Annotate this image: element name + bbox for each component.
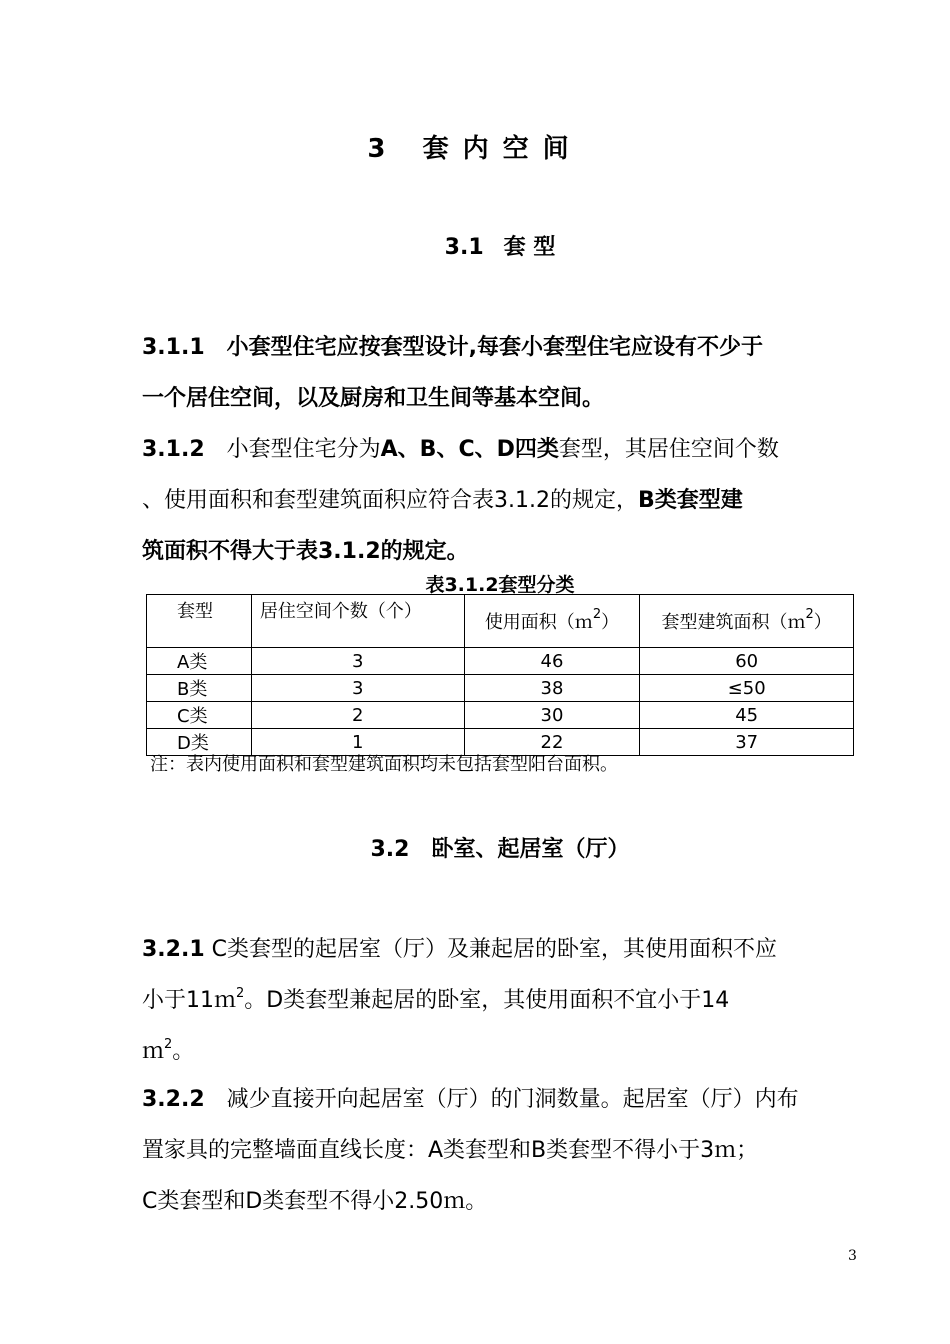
clause-text: 小于11ｍ xyxy=(142,988,236,1013)
chapter-title: 3 套内空间 xyxy=(367,134,583,164)
cell-rooms: 2 xyxy=(251,702,464,729)
cell-type: B类 xyxy=(147,675,252,702)
clause-number: 3.2.2 xyxy=(142,1087,205,1112)
unit-type-table xyxy=(146,594,854,756)
section-number: 3.2 xyxy=(370,837,410,862)
table-caption: 表3.1.2套型分类 xyxy=(425,574,575,596)
clause-text: 减少直接开向起居室（厅）的门洞数量。起居室（厅）内布 xyxy=(226,1087,799,1112)
clause-text: 、使用面积和套型建筑面积应符合表3.1.2的规定， xyxy=(142,488,638,513)
table-row xyxy=(147,702,854,729)
clause-text: 置家具的完整墙面直线长度：A类套型和B类套型不得小于3ｍ； xyxy=(142,1138,759,1163)
clause-text: 。 xyxy=(172,1039,195,1064)
cell-type: D类 xyxy=(147,729,252,756)
cell-use-area: 46 xyxy=(464,648,640,675)
clause-text: 小套型住宅应按套型设计,每套小套型住宅应设有不少于 xyxy=(226,335,763,360)
cell-rooms: 3 xyxy=(251,675,464,702)
clause-3-1-2 xyxy=(142,424,862,577)
cell-rooms: 1 xyxy=(251,729,464,756)
clause-text: C类套型和D类套型不得小2.50ｍ。 xyxy=(142,1189,488,1214)
clause-3-2-1 xyxy=(142,924,862,1077)
cell-building-area: 45 xyxy=(640,702,854,729)
superscript: 2 xyxy=(236,986,245,1001)
section-number: 3.1 xyxy=(444,235,484,260)
table-note: 注：表内使用面积和套型建筑面积均未包括套型阳台面积。 xyxy=(150,754,618,775)
section-title: 卧室、起居室（厅） xyxy=(431,837,630,862)
cell-building-area: 37 xyxy=(640,729,854,756)
clause-text: 筑面积不得大于表3.1.2的规定。 xyxy=(142,539,469,564)
clause-text: 一个居住空间，以及厨房和卫生间等基本空间。 xyxy=(142,386,605,411)
section-3-1-heading xyxy=(0,230,950,261)
cell-use-area: 22 xyxy=(464,729,640,756)
clause-text: 套型，其居住空间个数 xyxy=(558,437,779,462)
cell-use-area: 38 xyxy=(464,675,640,702)
clause-number: 3.1.2 xyxy=(142,437,205,462)
cell-type: C类 xyxy=(147,702,252,729)
header-building-area: 套型建筑面积（ｍ$^2$） xyxy=(640,595,854,648)
table-header-row xyxy=(147,595,854,648)
clause-text: C类套型的起居室（厅）及兼起居的卧室，其使用面积不应 xyxy=(211,937,778,962)
cell-use-area: 30 xyxy=(464,702,640,729)
clause-text: ｍ xyxy=(142,1039,165,1064)
cell-building-area: ≤50 xyxy=(640,675,854,702)
clause-number: 3.1.1 xyxy=(142,335,205,360)
header-use-area: 使用面积（ｍ$^2$） xyxy=(464,595,640,648)
superscript: 2 xyxy=(164,1037,173,1052)
cell-rooms: 3 xyxy=(251,648,464,675)
table-row xyxy=(147,675,854,702)
clause-text: 小套型住宅分为 xyxy=(226,437,381,462)
section-3-2-heading xyxy=(0,832,950,863)
cell-type: A类 xyxy=(147,648,252,675)
clause-text: 。D类套型兼起居的卧室，其使用面积不宜小于14 xyxy=(244,988,730,1013)
section-title: 套 型 xyxy=(503,235,556,260)
clause-text-bold: A、B、C、D四类 xyxy=(380,437,559,462)
clause-number: 3.2.1 xyxy=(142,937,205,962)
clause-3-2-2 xyxy=(142,1074,862,1227)
clause-3-1-1 xyxy=(142,322,862,424)
table-row xyxy=(147,648,854,675)
page-number: 3 xyxy=(848,1248,857,1264)
clause-text-bold: B类套型建 xyxy=(637,488,743,513)
header-room-count: 居住空间个数（个） xyxy=(251,595,464,648)
header-unit-type: 套型 xyxy=(147,595,252,648)
cell-building-area: 60 xyxy=(640,648,854,675)
